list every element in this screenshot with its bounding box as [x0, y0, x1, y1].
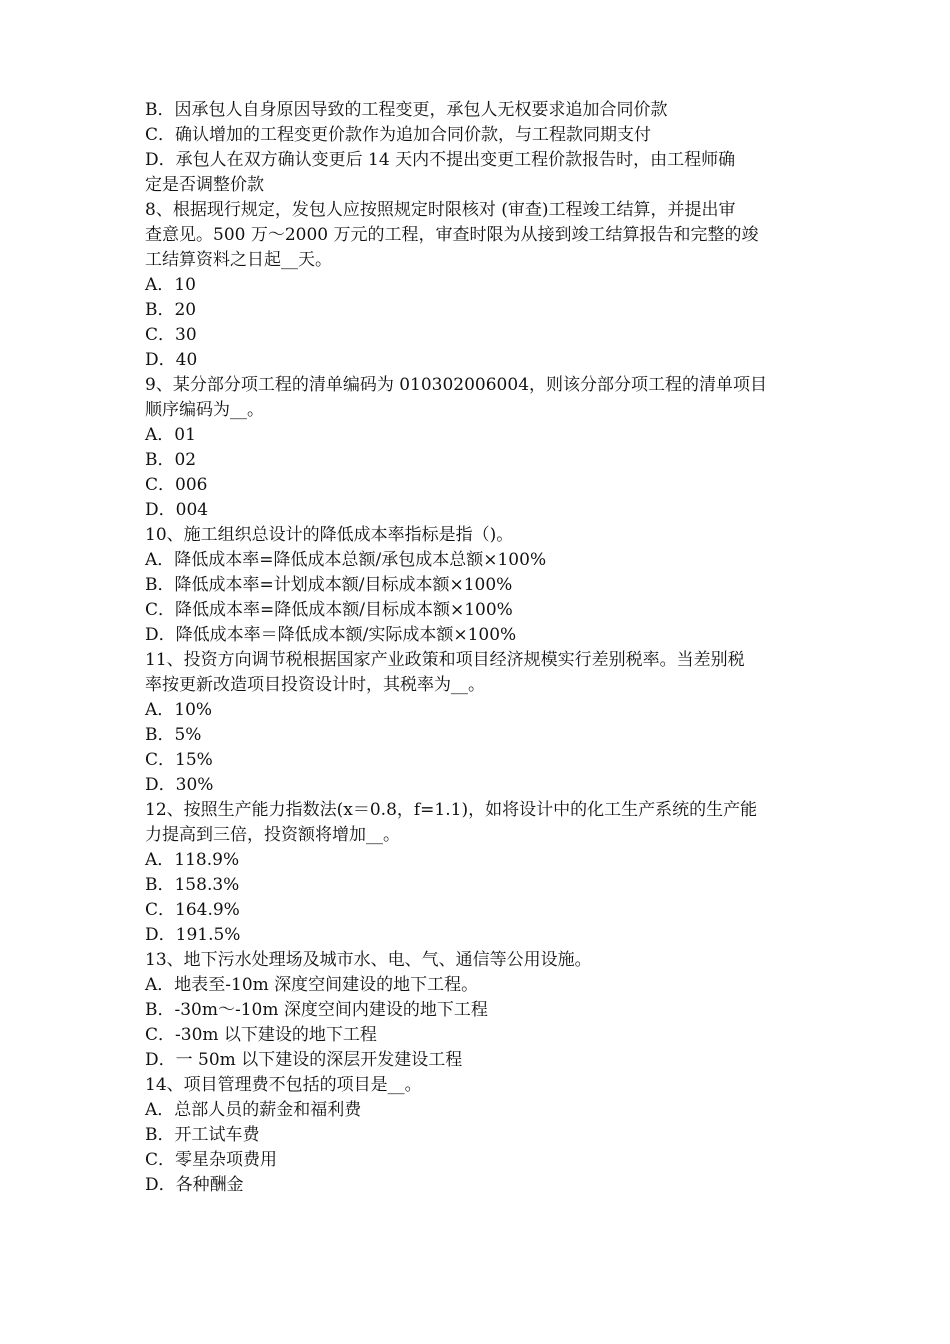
option-line: A．118.9% [145, 850, 240, 870]
question-stem-line: 14、项目管理费不包括的项目是__。 [145, 1075, 422, 1095]
option-line: D．各种酬金 [145, 1175, 244, 1195]
question-stem-line: 11、投资方向调节税根据国家产业政策和项目经济规模实行差别税率。当差别税 [145, 650, 745, 670]
option-line: A．10% [145, 700, 213, 720]
question-stem-line: 8、根据现行规定，发包人应按照规定时限核对 (审查)工程竣工结算，并提出审 [145, 200, 736, 220]
option-line: A．降低成本率=降低成本总额/承包成本总额×100% [145, 550, 547, 570]
question-stem-line: 顺序编码为__。 [145, 400, 264, 420]
option-line: D．一 50m 以下建设的深层开发建设工程 [145, 1050, 463, 1070]
option-line: C．164.9% [145, 900, 240, 920]
option-line: B．开工试车费 [145, 1125, 260, 1145]
option-line: D．004 [145, 500, 209, 520]
question-stem-line: 13、地下污水处理场及城市水、电、气、通信等公用设施。 [145, 950, 592, 970]
option-line: A．01 [145, 425, 196, 445]
question-stem-line: 9、某分部分项工程的清单编码为 010302006004，则该分部分项工程的清单项目 [145, 375, 768, 395]
option-line: B．因承包人自身原因导致的工程变更，承包人无权要求追加合同价款 [145, 100, 668, 120]
option-line: A．总部人员的薪金和福利费 [145, 1100, 362, 1120]
option-line: B．20 [145, 300, 197, 320]
option-line: B．降低成本率=计划成本额/目标成本额×100% [145, 575, 513, 595]
option-line: B．158.3% [145, 875, 240, 895]
option-line: B．-30m～-10m 深度空间内建设的地下工程 [145, 1000, 488, 1020]
option-line: D．降低成本率＝降低成本额/实际成本额×100% [145, 625, 517, 645]
option-line: C．-30m 以下建设的地下工程 [145, 1025, 377, 1045]
question-stem-line: 率按更新改造项目投资设计时，其税率为__。 [145, 675, 485, 695]
option-line: C．降低成本率=降低成本额/目标成本额×100% [145, 600, 513, 620]
option-line: B．5% [145, 725, 202, 745]
option-line: D．191.5% [145, 925, 241, 945]
option-line: D．承包人在双方确认变更后 14 天内不提出变更工程价款报告时，由工程师确 [145, 150, 736, 170]
question-stem-line: 工结算资料之日起__天。 [145, 250, 332, 270]
option-line: C．零星杂项费用 [145, 1150, 278, 1170]
document-page [145, 98, 810, 1198]
question-stem-line: 12、按照生产能力指数法(x＝0.8，f=1.1)，如将设计中的化工生产系统的生产能 [145, 800, 758, 820]
question-stem-line: 力提高到三倍，投资额将增加__。 [145, 825, 400, 845]
option-line: D．40 [145, 350, 198, 370]
option-line: 定是否调整价款 [145, 175, 264, 195]
option-line: B．02 [145, 450, 197, 470]
option-line: A．地表至-10m 深度空间建设的地下工程。 [145, 975, 479, 995]
question-stem-line: 10、施工组织总设计的降低成本率指标是指（)。 [145, 525, 514, 545]
option-line: C．006 [145, 475, 208, 495]
option-line: C．确认增加的工程变更价款作为追加合同价款，与工程款同期支付 [145, 125, 652, 145]
option-line: D．30% [145, 775, 214, 795]
option-line: C．30 [145, 325, 197, 345]
question-stem-line: 查意见。500 万～2000 万元的工程，审查时限为从接到竣工结算报告和完整的竣 [145, 225, 759, 245]
option-line: C．15% [145, 750, 213, 770]
option-line: A．10 [145, 275, 196, 295]
